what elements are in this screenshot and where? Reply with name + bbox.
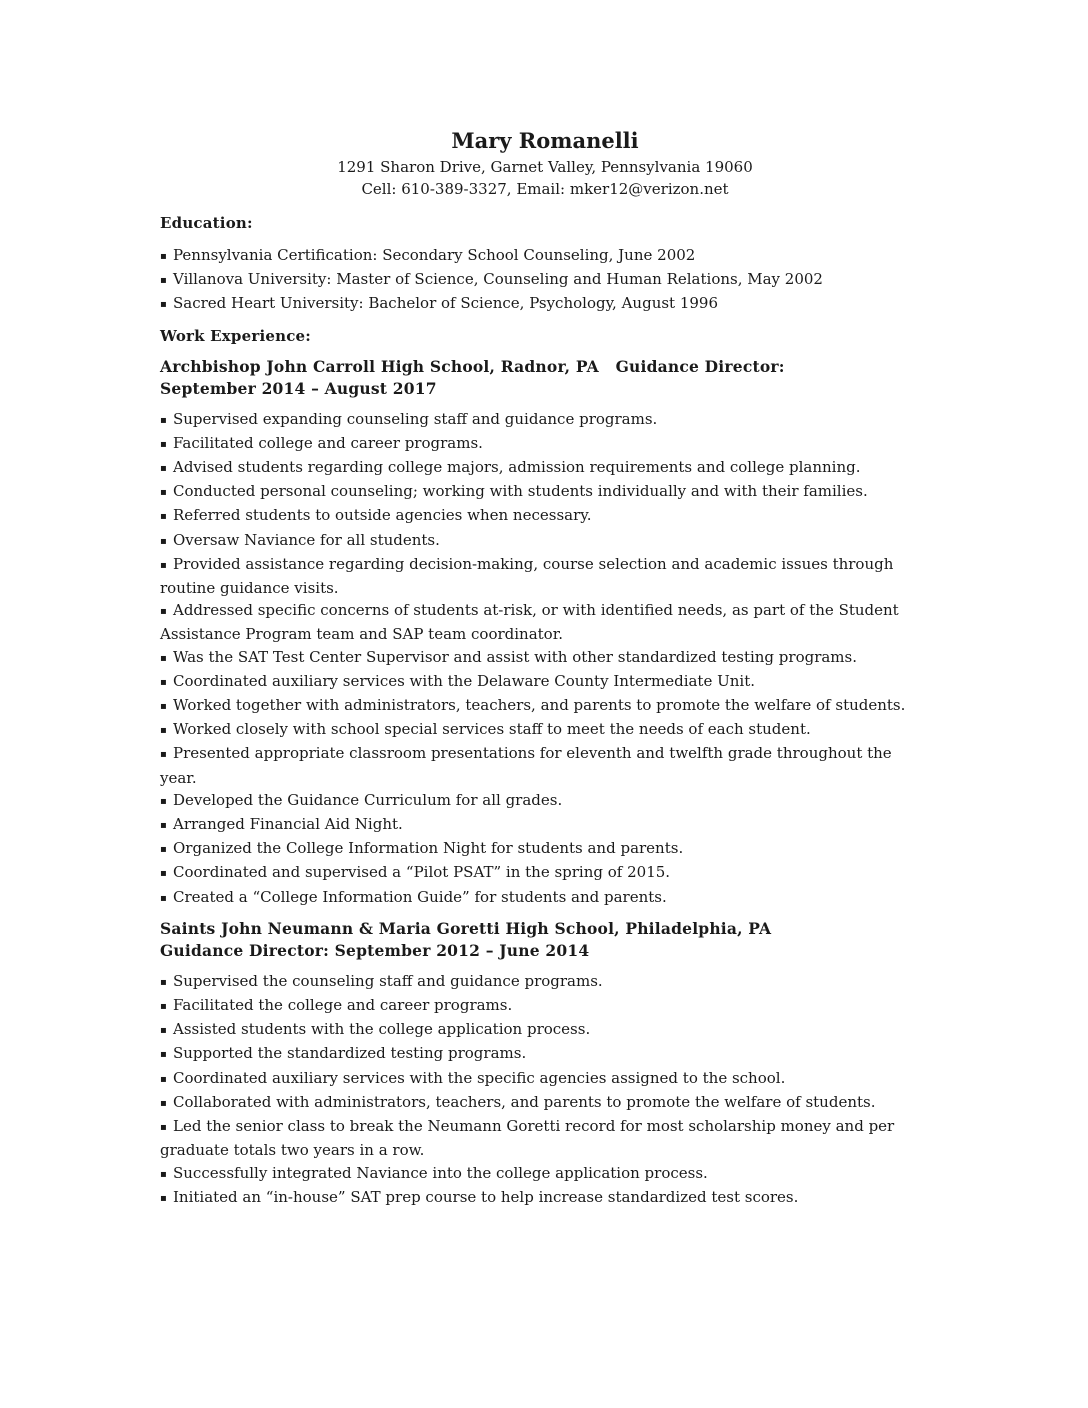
bullet-item [160,742,930,788]
bullet-item [160,718,930,742]
resume-page [160,126,930,1210]
bullet-item [160,646,930,670]
bullet-icon: ▪ [160,1192,167,1204]
bullet-icon: ▪ [160,1097,167,1109]
bullet-icon: ▪ [160,463,167,475]
bullet-item [160,886,930,910]
bullet-item [160,599,930,645]
bullet-text: Pennsylvania Certification: Secondary School Counseling, June 2002 [173,246,696,264]
bullet-icon: ▪ [160,606,167,618]
bullet-icon: ▪ [160,535,167,547]
candidate-name: Mary Romanelli [451,128,639,153]
bullet-item [160,1042,930,1066]
bullet-text: Sacred Heart University: Bachelor of Science, Psychology, August 1996 [173,294,719,313]
bullet-icon: ▪ [160,652,167,664]
bullet-icon: ▪ [160,844,167,856]
bullet-icon: ▪ [160,414,167,426]
bullet-item [160,789,930,813]
bullet-text: Worked closely with school special services staff to meet the needs of each student. [173,720,811,739]
bullet-icon: ▪ [160,251,167,262]
bullet-text: Conducted personal counseling; working with students individually and with their families. [173,482,868,501]
bullet-item [160,408,930,432]
bullet-icon: ▪ [160,275,167,287]
bullet-text: Worked together with administrators, teachers, and parents to promote the welfare of students. [173,696,906,715]
bullet-text: Oversaw Naviance for all students. [173,530,440,549]
bullet-icon: ▪ [160,725,167,737]
job-duties-list [160,408,930,910]
bullet-item [160,456,930,480]
bullet-icon: ▪ [160,868,167,880]
bullet-text: Arranged Financial Aid Night. [173,815,403,834]
job-heading-line1: Saints John Neumann & Maria Goretti High School, Philadelphia, PA [160,918,772,938]
bullet-icon: ▪ [160,749,167,761]
address-line: 1291 Sharon Drive, Garnet Valley, Pennsylvania 19060 [337,158,753,176]
bullet-item [160,504,930,528]
bullet-text: Provided assistance regarding decision-making, course selection and academic issues through routine guidance visits. [160,554,894,598]
bullet-icon: ▪ [160,438,167,450]
job-heading-line1: Archbishop John Carroll High School, Radnor, PA Guidance Director: [160,356,785,376]
bullet-text: Collaborated with administrators, teachers, and parents to promote the welfare of students. [173,1092,876,1111]
contact-line: Cell: 610-389-3327, Email: mker12@verizon.net [361,180,729,198]
bullet-item [160,268,930,292]
bullet-text: Facilitated the college and career programs. [173,996,513,1015]
bullet-text: Organized the College Information Night for students and parents. [173,839,684,858]
bullet-item [160,670,930,694]
bullet-item [160,1186,930,1210]
bullet-text: Created a “College Information Guide” for students and parents. [173,887,667,906]
bullet-icon: ▪ [160,1168,167,1180]
bullet-item [160,694,930,718]
bullet-item [160,1162,930,1186]
bullet-text: Supported the standardized testing programs. [173,1044,527,1063]
bullet-text: Advised students regarding college majors, admission requirements and college planning. [173,458,861,477]
bullet-icon: ▪ [160,892,167,904]
bullet-text: Villanova University: Master of Science, Counseling and Human Relations, May 2002 [173,270,823,289]
bullet-text: Assisted students with the college application process. [173,1020,591,1039]
bullet-item [160,244,930,268]
bullet-text: Initiated an “in-house” SAT prep course to help increase standardized test scores. [173,1187,799,1206]
bullet-text: Referred students to outside agencies when necessary. [173,506,592,525]
work-experience-heading: Work Experience: [160,326,312,345]
bullet-icon: ▪ [160,1073,167,1085]
bullet-icon: ▪ [160,976,167,988]
bullet-item [160,432,930,456]
bullet-item [160,1115,930,1161]
job-heading-line2: September 2014 – August 2017 [160,378,437,398]
bullet-text: Was the SAT Test Center Supervisor and assist with other standardized testing programs. [173,647,858,666]
bullet-text: Developed the Guidance Curriculum for all grades. [173,790,563,809]
bullet-icon: ▪ [160,795,167,807]
bullet-item [160,1091,930,1115]
bullet-icon: ▪ [160,1001,167,1013]
education-heading: Education: [160,214,253,232]
job-heading-line2: Guidance Director: September 2012 – June 2014 [160,940,590,960]
bullet-text: Coordinated auxiliary services with the Delaware County Intermediate Unit. [173,671,755,690]
bullet-icon: ▪ [160,1122,167,1134]
bullet-item [160,529,930,553]
job-entry [160,918,930,1210]
bullet-text: Facilitated college and career programs. [173,433,483,452]
bullet-text: Addressed specific concerns of students at-risk, or with identified needs, as part of the Student Assistance Program team and SAP team coordinator. [160,601,899,644]
job-duties-list [160,970,930,1210]
bullet-text: Successfully integrated Naviance into the college application process. [173,1163,708,1182]
bullet-item [160,1067,930,1091]
bullet-icon: ▪ [160,299,167,311]
bullet-icon: ▪ [160,1025,167,1037]
bullet-text: Led the senior class to break the Neumann Goretti record for most scholarship money and per graduate totals two years in a row. [160,1117,895,1160]
bullet-item [160,837,930,861]
bullet-icon: ▪ [160,676,167,688]
bullet-text: Coordinated auxiliary services with the specific agencies assigned to the school. [173,1068,786,1087]
bullet-item [160,480,930,504]
education-list [160,244,930,317]
bullet-item [160,970,930,994]
resume-header [160,126,930,200]
bullet-icon: ▪ [160,1049,167,1061]
bullet-text: Supervised the counseling staff and guidance programs. [173,971,603,990]
job-entry [160,356,930,910]
bullet-text: Presented appropriate classroom presentations for eleventh and twelfth grade throughout the year. [160,744,892,787]
bullet-item [160,553,930,599]
bullet-item [160,861,930,885]
bullet-item [160,1018,930,1042]
bullet-item [160,994,930,1018]
bullet-item [160,813,930,837]
bullet-icon: ▪ [160,511,167,523]
bullet-text: Coordinated and supervised a “Pilot PSAT” in the spring of 2015. [173,863,671,882]
bullet-icon: ▪ [160,559,167,571]
bullet-icon: ▪ [160,701,167,713]
bullet-text: Supervised expanding counseling staff and guidance programs. [173,409,658,428]
bullet-item [160,292,930,316]
bullet-icon: ▪ [160,820,167,832]
bullet-icon: ▪ [160,487,167,499]
